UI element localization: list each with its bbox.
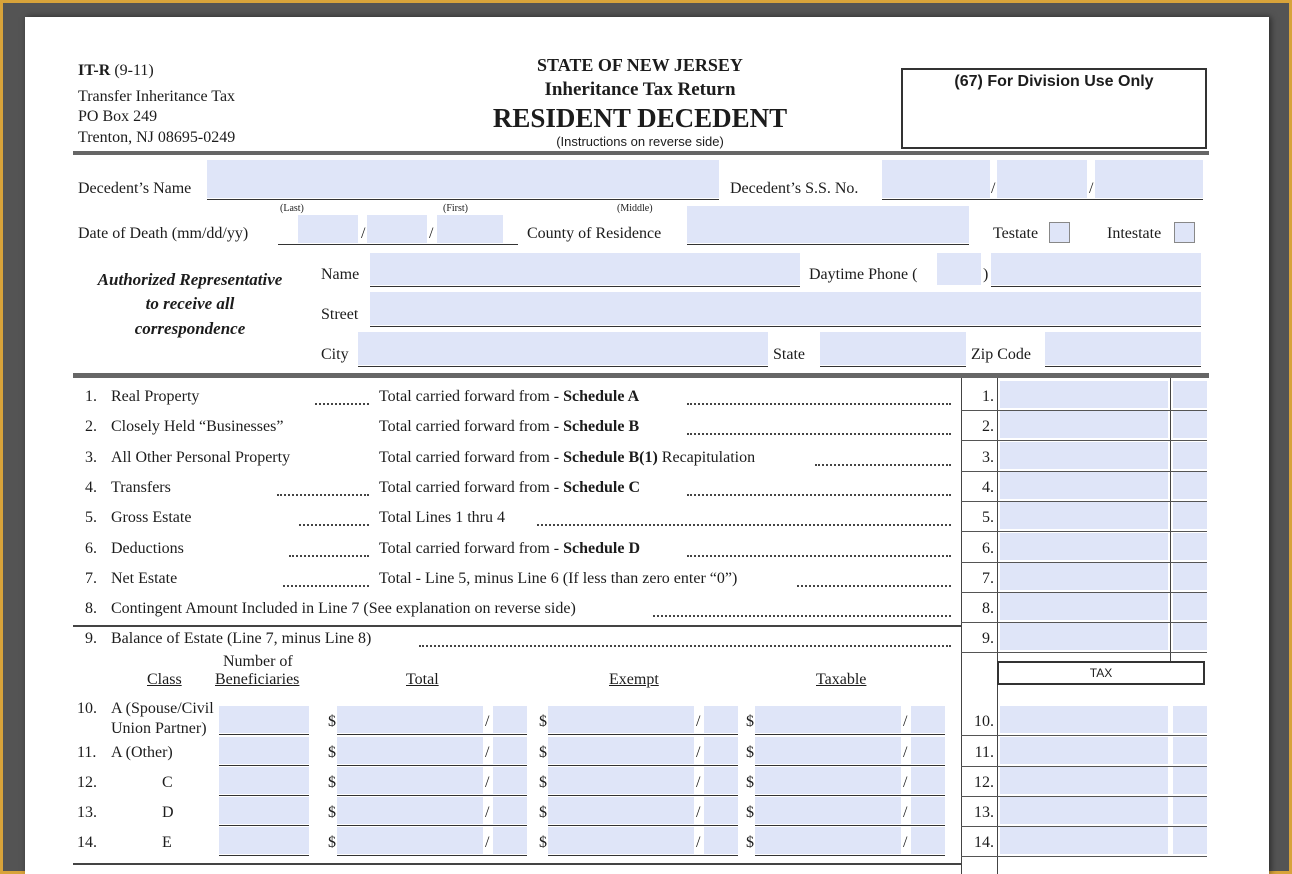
total-currency-sign: $	[328, 774, 336, 791]
row-number: 12.	[77, 774, 97, 791]
total-cents-input[interactable]	[493, 827, 527, 854]
line-description	[379, 479, 640, 497]
taxable-amount-input[interactable]	[755, 797, 901, 824]
date-of-death-label: Date of Death (mm/dd/yy)	[78, 225, 249, 242]
line-number: 4.	[85, 478, 97, 496]
line-amount-input[interactable]	[1000, 381, 1168, 408]
line-leader	[315, 403, 369, 405]
line-box-number: 2.	[982, 418, 994, 436]
form-id: IT-R	[78, 62, 111, 79]
beneficiary-count-underline	[219, 765, 309, 766]
exempt-currency-sign: $	[539, 744, 547, 761]
line-description-text: Total Lines 1 thru 4	[379, 509, 505, 527]
ssn-label: Decedent’s S.S. No.	[730, 180, 859, 197]
total-amount-input[interactable]	[337, 767, 483, 794]
line-description	[379, 449, 755, 467]
class-label: D	[162, 804, 174, 821]
rep-zip-underline	[1045, 366, 1201, 367]
dod-slash-1: /	[361, 225, 366, 242]
total-amount-input[interactable]	[337, 706, 483, 733]
taxable-header: Taxable	[816, 671, 867, 688]
representative-heading-1: Authorized Representative	[97, 270, 283, 289]
tax-cents-input[interactable]	[1173, 706, 1207, 733]
tax-amount-input[interactable]	[1000, 797, 1168, 824]
line-description-text: Total carried forward from -	[379, 388, 564, 405]
line-number: 3.	[85, 448, 97, 466]
total-slash: /	[485, 804, 490, 821]
section-divider	[73, 373, 1209, 378]
exempt-amount-input[interactable]	[548, 797, 694, 824]
exempt-amount-input[interactable]	[548, 827, 694, 854]
total-currency-sign: $	[328, 713, 336, 730]
exempt-slash: /	[696, 713, 701, 730]
line-label: Transfers	[111, 478, 171, 496]
line-trailing-leader	[687, 555, 951, 557]
row-box-number: 10.	[974, 713, 994, 730]
beneficiary-count-input[interactable]	[219, 797, 309, 824]
exempt-currency-sign: $	[539, 774, 547, 791]
decedent-name-label: Decedent’s Name	[78, 180, 192, 197]
middle-name-caption: (Middle)	[617, 203, 653, 214]
rep-zip-input[interactable]	[1045, 332, 1201, 365]
taxable-underline	[755, 765, 945, 766]
line-amount-input[interactable]	[1000, 442, 1168, 469]
total-currency-sign: $	[328, 744, 336, 761]
exempt-cents-input[interactable]	[704, 827, 738, 854]
form-revision: (9-11)	[114, 62, 154, 79]
line-number: 5.	[85, 509, 97, 527]
total-underline	[337, 734, 527, 735]
total-header: Total	[406, 671, 439, 688]
line-description	[379, 570, 737, 588]
exempt-amount-input[interactable]	[548, 767, 694, 794]
last-name-caption: (Last)	[280, 203, 304, 214]
county-input[interactable]	[687, 206, 969, 243]
exempt-header: Exempt	[609, 671, 659, 688]
decedent-name-input[interactable]	[207, 160, 719, 198]
form-id-line	[78, 62, 154, 80]
total-amount-input[interactable]	[337, 827, 483, 854]
exempt-currency-sign: $	[539, 834, 547, 851]
exempt-slash: /	[696, 744, 701, 761]
rep-phone-input[interactable]	[991, 253, 1201, 285]
line-description-text: Total carried forward from -	[379, 448, 564, 466]
total-underline	[337, 825, 527, 826]
line-box-number: 9.	[982, 630, 994, 648]
address-line-2: PO Box 249	[78, 108, 158, 125]
line-box-number: 1.	[982, 388, 994, 405]
taxable-slash: /	[903, 774, 908, 791]
taxable-cents-input[interactable]	[911, 706, 945, 733]
tax-cents-input[interactable]	[1173, 767, 1207, 794]
total-cents-input[interactable]	[493, 797, 527, 824]
taxable-currency-sign: $	[746, 834, 754, 851]
tax-row-divider	[961, 856, 1207, 857]
taxable-underline	[755, 734, 945, 735]
line-label: Closely Held “Businesses”	[111, 418, 284, 436]
taxable-currency-sign: $	[746, 774, 754, 791]
rep-city-underline	[358, 366, 768, 367]
taxable-cents-input[interactable]	[911, 767, 945, 794]
schedule-reference: Schedule C	[563, 478, 641, 496]
rep-city-input[interactable]	[358, 332, 768, 365]
tax-cents-input[interactable]	[1173, 827, 1207, 854]
rep-zip-label: Zip Code	[971, 346, 1031, 363]
rep-street-label: Street	[321, 306, 359, 323]
class-label: A (Spouse/Civil	[111, 700, 214, 717]
rep-phone-underline	[991, 286, 1201, 287]
total-underline	[337, 765, 527, 766]
line-cents-input[interactable]	[1173, 381, 1207, 408]
address-line-3: Trenton, NJ 08695-0249	[78, 129, 236, 146]
total-currency-sign: $	[328, 804, 336, 821]
class-label: A (Other)	[111, 744, 173, 761]
line-number: 9.	[85, 630, 97, 648]
line-cents-input[interactable]	[1173, 411, 1207, 438]
intestate-checkbox[interactable]	[1174, 222, 1195, 243]
exempt-cents-input[interactable]	[704, 767, 738, 794]
total-slash: /	[485, 713, 490, 730]
taxable-amount-input[interactable]	[755, 737, 901, 764]
exempt-cents-input[interactable]	[704, 797, 738, 824]
line-box-number: 3.	[982, 448, 994, 466]
total-underline	[337, 795, 527, 796]
exempt-slash: /	[696, 774, 701, 791]
death-year-input[interactable]	[437, 215, 503, 243]
total-slash: /	[485, 744, 490, 761]
taxable-cents-input[interactable]	[911, 797, 945, 824]
taxable-slash: /	[903, 834, 908, 851]
rep-name-input[interactable]	[370, 253, 800, 285]
line-label: Gross Estate	[111, 509, 192, 527]
rep-state-underline	[820, 366, 966, 367]
line-label: Contingent Amount Included in Line 7 (See explanation on reverse side)	[111, 600, 576, 618]
ssn-part-1-input[interactable]	[882, 160, 990, 198]
tax-amount-input[interactable]	[1000, 827, 1168, 854]
beneficiary-count-underline	[219, 795, 309, 796]
schedule-reference: Schedule A	[563, 388, 640, 405]
beneficiary-count-underline	[219, 825, 309, 826]
representative-heading-2: to receive all	[145, 294, 235, 313]
total-cents-input[interactable]	[493, 737, 527, 764]
ssn-underline	[882, 199, 1203, 200]
beneficiary-count-input[interactable]	[219, 737, 309, 764]
line-box-number: 4.	[982, 478, 994, 496]
tax-header: TAX	[1089, 666, 1113, 680]
tax-row-divider	[961, 735, 1207, 736]
exempt-currency-sign: $	[539, 713, 547, 730]
dod-slash-2: /	[429, 225, 434, 242]
beneficiary-count-underline	[219, 855, 309, 856]
exempt-underline	[548, 765, 738, 766]
number-header-top: Number of	[223, 653, 293, 670]
line-trailing-leader	[687, 433, 951, 435]
ssn-part-2-input[interactable]	[997, 160, 1087, 198]
total-slash: /	[485, 834, 490, 851]
cents-column-rule	[1170, 378, 1171, 661]
first-name-caption: (First)	[443, 203, 468, 214]
taxable-underline	[755, 825, 945, 826]
line-label: Real Property	[111, 388, 200, 405]
exempt-underline	[548, 855, 738, 856]
beneficiary-count-input[interactable]	[219, 767, 309, 794]
total-currency-sign: $	[328, 834, 336, 851]
line-cents-input[interactable]	[1173, 502, 1207, 529]
line-amount-input[interactable]	[1000, 623, 1168, 650]
row-number: 11.	[77, 744, 97, 761]
class-header: Class	[147, 671, 182, 688]
line-cents-input[interactable]	[1173, 623, 1207, 650]
tax-amount-input[interactable]	[1000, 706, 1168, 733]
form-page	[25, 17, 1269, 874]
ssn-slash-1: /	[991, 180, 996, 197]
row-number: 13.	[77, 804, 97, 821]
taxable-cents-input[interactable]	[911, 827, 945, 854]
tax-amount-input[interactable]	[1000, 737, 1168, 764]
line-label: Deductions	[111, 539, 184, 557]
total-amount-input[interactable]	[337, 737, 483, 764]
header-divider	[73, 151, 1209, 155]
row-box-number: 11.	[974, 744, 994, 761]
line-cents-input[interactable]	[1173, 472, 1207, 499]
line-label: Balance of Estate (Line 7, minus Line 8)	[111, 630, 372, 648]
rep-state-label: State	[773, 346, 805, 363]
taxable-cents-input[interactable]	[911, 737, 945, 764]
line-leader	[289, 555, 369, 557]
line-row-divider	[961, 652, 1207, 653]
division-use-label: (67) For Division Use Only	[954, 73, 1154, 90]
exempt-slash: /	[696, 804, 701, 821]
tax-cents-input[interactable]	[1173, 737, 1207, 764]
rep-phone-label: Daytime Phone (	[809, 266, 918, 283]
taxable-amount-input[interactable]	[755, 706, 901, 733]
tax-cents-input[interactable]	[1173, 797, 1207, 824]
line-description-text: Total - Line 5, minus Line 6 (If less than zero enter “0”)	[379, 569, 738, 587]
class-label: E	[162, 834, 172, 851]
line-description	[379, 388, 639, 406]
form-title: RESIDENT DECEDENT	[492, 103, 788, 133]
testate-checkbox[interactable]	[1049, 222, 1070, 243]
bottom-divider	[73, 863, 961, 865]
death-day-input[interactable]	[367, 215, 427, 243]
county-label: County of Residence	[527, 225, 662, 242]
address-line-1: Transfer Inheritance Tax	[78, 88, 236, 105]
line-amount-input[interactable]	[1000, 533, 1168, 560]
tax-header-box	[997, 661, 1205, 685]
line-leader	[283, 585, 369, 587]
exempt-underline	[548, 734, 738, 735]
exempt-cents-input[interactable]	[704, 737, 738, 764]
line-trailing-leader	[815, 464, 951, 466]
row-box-number: 13.	[974, 804, 994, 821]
ssn-part-3-input[interactable]	[1095, 160, 1203, 198]
line-cents-input[interactable]	[1173, 442, 1207, 469]
line-trailing-leader	[687, 403, 951, 405]
line-trailing-leader	[653, 615, 951, 617]
line-amount-input[interactable]	[1000, 502, 1168, 529]
row-box-number: 12.	[974, 774, 994, 791]
total-amount-input[interactable]	[337, 797, 483, 824]
line-number: 8.	[85, 600, 97, 618]
form-subtitle: Inheritance Tax Return	[544, 79, 736, 100]
line-trailing-leader	[797, 585, 951, 587]
schedule-reference: Schedule D	[563, 539, 641, 557]
line-amount-input[interactable]	[1000, 411, 1168, 438]
row-number: 14.	[77, 834, 97, 851]
line-label: Net Estate	[111, 569, 178, 587]
death-month-input[interactable]	[298, 215, 358, 243]
rep-street-underline	[370, 326, 1201, 327]
total-slash: /	[485, 774, 490, 791]
line-trailing-leader	[687, 494, 951, 496]
line-cents-input[interactable]	[1173, 563, 1207, 590]
line-description-text: Total carried forward from -	[379, 478, 564, 496]
county-underline	[687, 244, 969, 245]
exempt-underline	[548, 795, 738, 796]
class-label: C	[162, 774, 173, 791]
schedule-reference: Schedule B(1)	[563, 448, 658, 466]
beneficiary-count-input[interactable]	[219, 827, 309, 854]
rep-phone-close: )	[983, 266, 989, 283]
taxable-currency-sign: $	[746, 804, 754, 821]
rep-name-underline	[370, 286, 800, 287]
line-trailing-leader	[537, 524, 951, 526]
taxable-currency-sign: $	[746, 713, 754, 730]
exempt-currency-sign: $	[539, 804, 547, 821]
line-8-divider	[73, 625, 961, 627]
beneficiary-count-underline	[219, 734, 309, 735]
rep-name-label: Name	[321, 266, 360, 283]
rep-area-code-input[interactable]	[937, 253, 981, 285]
line-box-number: 7.	[982, 569, 994, 587]
line-amount-input[interactable]	[1000, 593, 1168, 620]
taxable-underline	[755, 795, 945, 796]
beneficiary-count-input[interactable]	[219, 706, 309, 733]
line-number: 2.	[85, 418, 97, 436]
rep-state-input[interactable]	[820, 332, 966, 365]
exempt-amount-input[interactable]	[548, 706, 694, 733]
line-leader	[277, 494, 369, 496]
row-box-number: 14.	[974, 834, 994, 851]
number-column-right-rule	[997, 378, 998, 874]
decedent-name-underline	[207, 199, 719, 200]
line-description-text: Total carried forward from -	[379, 418, 564, 436]
line-box-number: 8.	[982, 600, 994, 618]
exempt-slash: /	[696, 834, 701, 851]
line-description	[379, 540, 640, 558]
rep-city-label: City	[321, 346, 349, 363]
line-cents-input[interactable]	[1173, 533, 1207, 560]
taxable-underline	[755, 855, 945, 856]
line-description-text: Total carried forward from -	[379, 539, 564, 557]
taxable-currency-sign: $	[746, 744, 754, 761]
line-cents-input[interactable]	[1173, 593, 1207, 620]
line-box-number: 5.	[982, 509, 994, 527]
line-description	[379, 509, 505, 527]
taxable-slash: /	[903, 744, 908, 761]
exempt-underline	[548, 825, 738, 826]
representative-heading-3: correspondence	[134, 319, 246, 338]
total-cents-input[interactable]	[493, 767, 527, 794]
division-use-box	[901, 68, 1207, 149]
exempt-amount-input[interactable]	[548, 737, 694, 764]
number-header-bottom: Beneficiaries	[215, 671, 300, 688]
instructions-note: (Instructions on reverse side)	[556, 134, 724, 149]
state-heading: STATE OF NEW JERSEY	[537, 55, 743, 75]
line-box-number: 6.	[982, 539, 994, 557]
dod-underline	[278, 244, 518, 245]
rep-street-input[interactable]	[370, 292, 1201, 325]
line-amount-input[interactable]	[1000, 472, 1168, 499]
row-number: 10.	[77, 700, 97, 717]
taxable-amount-input[interactable]	[755, 767, 901, 794]
line-trailing-leader	[419, 645, 951, 647]
intestate-label: Intestate	[1107, 225, 1162, 242]
taxable-slash: /	[903, 804, 908, 821]
class-label-line-2: Union Partner)	[111, 720, 207, 737]
tax-amount-input[interactable]	[1000, 767, 1168, 794]
line-number: 6.	[85, 539, 97, 557]
ssn-slash-2: /	[1089, 180, 1094, 197]
line-number: 7.	[85, 569, 97, 587]
line-number: 1.	[85, 388, 97, 405]
line-leader	[299, 524, 369, 526]
taxable-slash: /	[903, 713, 908, 730]
taxable-amount-input[interactable]	[755, 827, 901, 854]
line-description	[379, 418, 639, 436]
exempt-cents-input[interactable]	[704, 706, 738, 733]
testate-label: Testate	[993, 225, 1039, 242]
schedule-reference: Schedule B	[563, 418, 640, 436]
line-description-tail: Recapitulation	[657, 448, 756, 466]
total-underline	[337, 855, 527, 856]
total-cents-input[interactable]	[493, 706, 527, 733]
line-amount-input[interactable]	[1000, 563, 1168, 590]
line-label: All Other Personal Property	[111, 448, 291, 466]
